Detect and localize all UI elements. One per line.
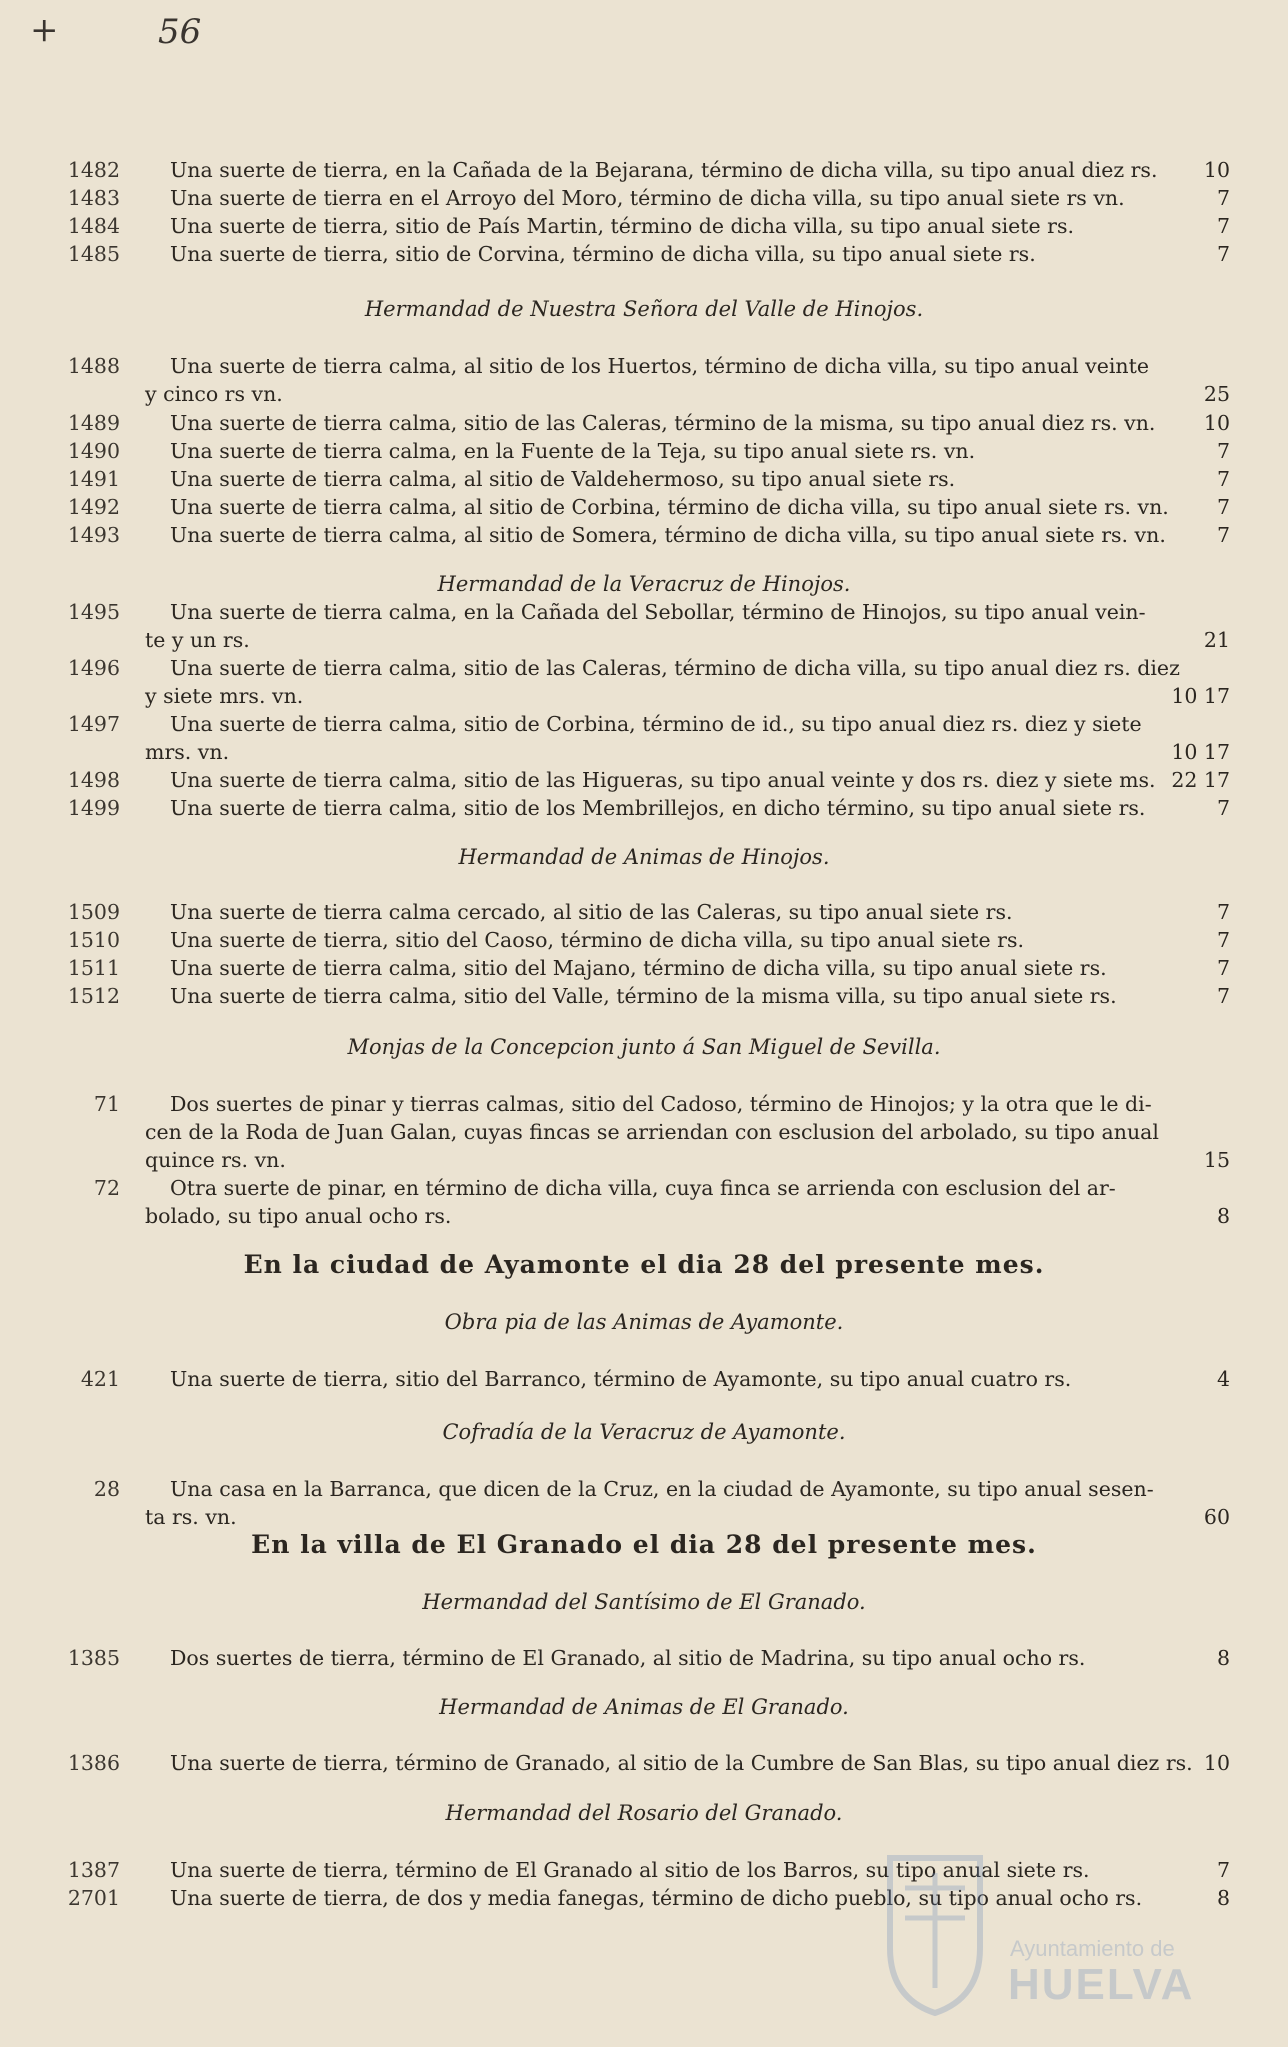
watermark-line2: HUELVA: [1008, 1960, 1195, 2009]
entry-number: 1493: [67, 523, 120, 547]
location-title: En la villa de El Granado el dia 28 del presente mes.: [251, 1530, 1037, 1559]
entry-text: Una suerte de tierra calma, sitio de las Higueras, su tipo anual veinte y dos rs. diez y siete ms.: [170, 768, 1156, 792]
entry-number: 1387: [67, 1858, 120, 1882]
entry-text: Una suerte de tierra, sitio del Barranco, término de Ayamonte, su tipo anual cuatro rs.: [170, 1367, 1072, 1391]
entry-text-line2: y siete mrs. vn.: [145, 684, 304, 708]
entry-amount: 8: [1216, 1204, 1230, 1228]
entry-text: Una suerte de tierra, de dos y media fanegas, término de dicho pueblo, su tipo anual ocho rs.: [170, 1886, 1143, 1910]
section-heading: Obra pia de las Animas de Ayamonte.: [444, 1310, 844, 1334]
entry-number: 2701: [67, 1886, 120, 1910]
watermark-line1: Ayuntamiento de: [1010, 1936, 1175, 1961]
entry-text: Dos suertes de tierra, término de El Granado, al sitio de Madrina, su tipo anual ocho rs.: [170, 1646, 1086, 1670]
entry-text: [145, 1174, 1225, 1228]
entry-number: 1492: [67, 495, 120, 519]
entry-number: 1491: [67, 467, 120, 491]
entry-amount: 7: [1216, 900, 1230, 924]
section-heading: Cofradía de la Veracruz de Ayamonte.: [442, 1420, 846, 1444]
entry-number: 1498: [67, 768, 120, 792]
entry-number: 1385: [67, 1646, 120, 1670]
entry-amount: 7: [1216, 214, 1230, 238]
entry-number: 1497: [67, 712, 120, 736]
entry-amount: 60: [1203, 1505, 1230, 1529]
entry-text: Una suerte de tierra calma, en la Fuente de la Teja, su tipo anual siete rs. vn.: [170, 439, 976, 463]
section-heading: Hermandad de Nuestra Señora del Valle de Hinojos.: [364, 297, 924, 321]
entry-amount: 7: [1216, 1858, 1230, 1882]
entry-text: Una suerte de tierra, término de Granado, al sitio de la Cumbre de San Blas, su tipo anual diez rs.: [170, 1751, 1193, 1775]
entry-number: 1484: [67, 214, 120, 238]
entry-number: 1510: [67, 928, 120, 952]
entry-number: 1485: [67, 242, 120, 266]
page-number: 56: [158, 12, 202, 52]
entry-amount: 10 17: [1171, 684, 1230, 708]
entry-amount: 22 17: [1171, 768, 1230, 792]
entry-text-line3: quince rs. vn.: [145, 1148, 286, 1172]
entry-number: 1482: [67, 158, 120, 182]
entry-text: Una suerte de tierra en el Arroyo del Moro, término de dicha villa, su tipo anual siete rs vn.: [170, 186, 1125, 210]
entry-text-line2: cen de la Roda de Juan Galan, cuyas fincas se arriendan con esclusion del arbolado, su tipo anual: [145, 1120, 1159, 1144]
entry-text-line2: y cinco rs vn.: [145, 382, 283, 406]
entry-amount: 7: [1216, 984, 1230, 1008]
entry-amount: 21: [1203, 628, 1230, 652]
entry-text-line1: Otra suerte de pinar, en término de dicha villa, cuya finca se arrienda con esclusion del ar-: [170, 1176, 1116, 1200]
entry-number: 28: [93, 1477, 120, 1501]
entry-number: 1509: [67, 900, 120, 924]
entry-amount: 7: [1216, 956, 1230, 980]
entry-text: Una suerte de tierra calma, al sitio de Corbina, término de dicha villa, su tipo anual siete rs. vn.: [170, 495, 1169, 519]
entry-amount: 7: [1216, 439, 1230, 463]
entry-number: 421: [80, 1367, 120, 1391]
shield-icon: [880, 1848, 990, 2018]
watermark-logo: [880, 1848, 1240, 2018]
entry-text: Una suerte de tierra, sitio de País Martin, término de dicha villa, su tipo anual siete rs.: [170, 214, 1075, 238]
entry-text-line2: te y un rs.: [145, 628, 250, 652]
entry-text: Una suerte de tierra calma, sitio de los Membrillejos, en dicho término, su tipo anual siete rs.: [170, 796, 1146, 820]
entry-amount: 7: [1216, 467, 1230, 491]
entry-amount: 7: [1216, 523, 1230, 547]
entry-text: Una suerte de tierra calma, sitio del Majano, término de dicha villa, su tipo anual siete rs.: [170, 956, 1107, 980]
entry-text: Una suerte de tierra calma, sitio de las Caleras, término de la misma, su tipo anual diez rs. vn.: [170, 411, 1156, 435]
entry-amount: 7: [1216, 186, 1230, 210]
entry-number: 1496: [67, 656, 120, 680]
entry-amount: 10: [1203, 411, 1230, 435]
entry-amount: 4: [1216, 1367, 1230, 1391]
entry-amount: 10 17: [1171, 740, 1230, 764]
section-heading: Hermandad de Animas de Hinojos.: [458, 845, 830, 869]
entry-text-line2: mrs. vn.: [145, 740, 230, 764]
entry-number: 1490: [67, 439, 120, 463]
entry-text: Una suerte de tierra, sitio de Corvina, término de dicha villa, su tipo anual siete rs.: [170, 242, 1036, 266]
entry-text-line1: Una suerte de tierra calma, sitio de Corbina, término de id., su tipo anual diez rs. diez y siete: [170, 712, 1142, 736]
entry-amount: 7: [1216, 495, 1230, 519]
section-heading: Hermandad de Animas de El Granado.: [439, 1695, 849, 1719]
entry-number: 72: [93, 1176, 120, 1200]
entry-amount: 8: [1216, 1646, 1230, 1670]
entry-amount: 7: [1216, 928, 1230, 952]
entry-number: 1499: [67, 796, 120, 820]
section-heading: Hermandad de la Veracruz de Hinojos.: [437, 572, 851, 596]
entry-number: 1495: [67, 600, 120, 624]
entry-text-line1: Una casa en la Barranca, que dicen de la Cruz, en la ciudad de Ayamonte, su tipo anual sesen-: [170, 1477, 1154, 1501]
entry-text: Una suerte de tierra calma cercado, al sitio de las Caleras, su tipo anual siete rs.: [170, 900, 1013, 924]
entry-number: 1489: [67, 411, 120, 435]
entry-text-line1: Una suerte de tierra calma, en la Cañada del Sebollar, término de Hinojos, su tipo anual vein-: [170, 600, 1146, 624]
entry-text: Una suerte de tierra, en la Cañada de la Bejarana, término de dicha villa, su tipo anual diez rs.: [170, 158, 1158, 182]
entry-amount: 7: [1216, 242, 1230, 266]
entry-number: 1511: [67, 956, 120, 980]
entry-amount: 7: [1216, 796, 1230, 820]
entry-number: 1488: [67, 354, 120, 378]
entry-text: Una suerte de tierra calma, sitio del Valle, término de la misma villa, su tipo anual siete rs.: [170, 984, 1117, 1008]
entry-amount: 25: [1203, 382, 1230, 406]
location-title: En la ciudad de Ayamonte el dia 28 del presente mes.: [243, 1250, 1045, 1279]
section-heading: Hermandad del Rosario del Granado.: [445, 1801, 843, 1825]
entry-71: [50, 1090, 1230, 1174]
entry-number: 1386: [67, 1751, 120, 1775]
section-heading: Monjas de la Concepcion junto á San Miguel de Sevilla.: [347, 1035, 941, 1059]
entry-amount: 15: [1203, 1148, 1230, 1172]
entry-text: Una suerte de tierra calma, al sitio de Somera, término de dicha villa, su tipo anual siete rs. vn.: [170, 523, 1166, 547]
entry-text-line1: Una suerte de tierra calma, sitio de las Caleras, término de dicha villa, su tipo anual diez rs. diez: [170, 656, 1180, 680]
entry-text-line1: Dos suertes de pinar y tierras calmas, sitio del Cadoso, término de Hinojos; y la otra que le di-: [170, 1092, 1152, 1116]
margin-mark: +: [30, 10, 59, 50]
entry-amount: 8: [1216, 1886, 1230, 1910]
entry-amount: 10: [1203, 158, 1230, 182]
entry-text: Una suerte de tierra calma, al sitio de Valdehermoso, su tipo anual siete rs.: [170, 467, 956, 491]
entry-number: 1483: [67, 186, 120, 210]
entry-amount: 10: [1203, 1751, 1230, 1775]
section-heading: Hermandad del Santísimo de El Granado.: [422, 1590, 866, 1614]
entry-text-line2: bolado, su tipo anual ocho rs.: [145, 1204, 452, 1228]
entry-text-line2: ta rs. vn.: [145, 1505, 237, 1529]
entry-number: 1512: [67, 984, 120, 1008]
entry-number: 71: [93, 1092, 120, 1116]
entry-text-line1: Una suerte de tierra calma, al sitio de los Huertos, término de dicha villa, su tipo anual veinte: [170, 354, 1150, 378]
entry-text: Una suerte de tierra, término de El Granado al sitio de los Barros, su tipo anual siete rs.: [170, 1858, 1090, 1882]
entry-text: Una suerte de tierra, sitio del Caoso, término de dicha villa, su tipo anual siete rs.: [170, 928, 1024, 952]
